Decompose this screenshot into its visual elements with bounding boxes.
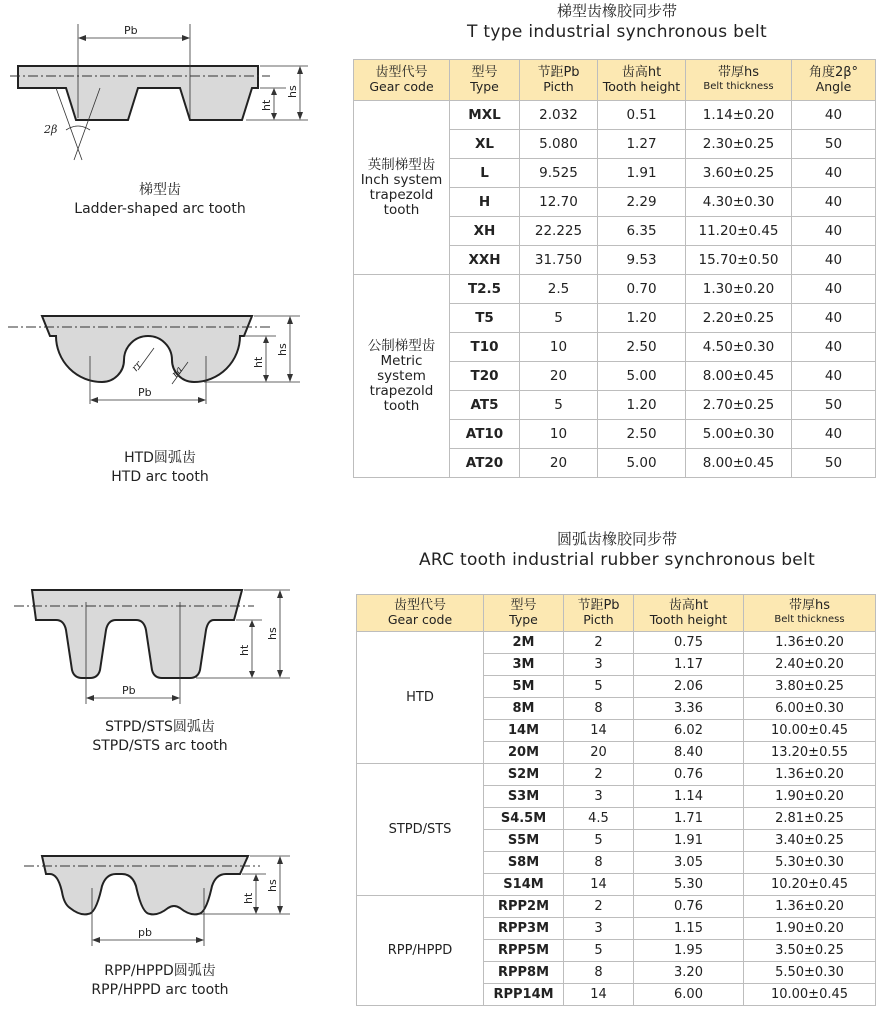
value-cell: 2 xyxy=(564,764,634,786)
value-cell: 8.00±0.45 xyxy=(686,362,792,391)
stpd-caption xyxy=(50,718,270,756)
value-cell: 2 xyxy=(564,896,634,918)
value-cell: 40 xyxy=(792,217,876,246)
value-cell: 40 xyxy=(792,159,876,188)
column-header xyxy=(792,60,876,101)
type-code-cell: T5 xyxy=(450,304,520,333)
value-cell: 1.91 xyxy=(598,159,686,188)
stpd-tooth-drawing xyxy=(10,584,310,714)
column-header xyxy=(564,595,634,632)
value-cell: 3 xyxy=(564,786,634,808)
value-cell: 5.50±0.30 xyxy=(744,962,876,984)
value-cell: 1.90±0.20 xyxy=(744,918,876,940)
value-cell: 5 xyxy=(564,676,634,698)
column-header-zh: 角度2β° xyxy=(808,65,859,80)
value-cell: 6.35 xyxy=(598,217,686,246)
value-cell: 9.525 xyxy=(520,159,598,188)
table-row xyxy=(357,632,876,654)
value-cell: 1.30±0.20 xyxy=(686,275,792,304)
value-cell: 2.81±0.25 xyxy=(744,808,876,830)
group-cell: RPP/HPPD xyxy=(357,896,484,1006)
value-cell: 11.20±0.45 xyxy=(686,217,792,246)
value-cell: 5.00±0.30 xyxy=(686,420,792,449)
column-header-zh: 带厚hs xyxy=(788,598,830,613)
value-cell: 5.30 xyxy=(634,874,744,896)
table-row xyxy=(357,896,876,918)
column-header-en: Type xyxy=(509,612,538,627)
pb-label: Pb xyxy=(124,24,138,37)
value-cell: 1.15 xyxy=(634,918,744,940)
value-cell: 3.05 xyxy=(634,852,744,874)
column-header-en: Tooth height xyxy=(649,612,728,627)
column-header-en: Belt thickness xyxy=(703,81,774,92)
value-cell: 20 xyxy=(520,362,598,391)
column-header-zh: 带厚hs xyxy=(717,65,759,80)
column-header xyxy=(744,595,876,632)
type-code-cell: 3M xyxy=(484,654,564,676)
value-cell: 0.70 xyxy=(598,275,686,304)
group-name-en: tooth xyxy=(383,201,420,218)
table-row xyxy=(354,101,876,130)
value-cell: 2.50 xyxy=(598,333,686,362)
value-cell: 6.00 xyxy=(634,984,744,1006)
column-header xyxy=(634,595,744,632)
type-code-cell: 5M xyxy=(484,676,564,698)
value-cell: 2.032 xyxy=(520,101,598,130)
type-code-cell: T20 xyxy=(450,362,520,391)
ladder-caption xyxy=(50,181,270,219)
hs-label: hs xyxy=(276,343,289,356)
hs-label: hs xyxy=(286,85,299,98)
angle-label: 2β xyxy=(44,123,58,136)
t-table-title-zh: 梯型齿橡胶同步带 xyxy=(556,2,677,20)
type-code-cell: RPP14M xyxy=(484,984,564,1006)
ht-label: ht xyxy=(252,356,265,368)
value-cell: 40 xyxy=(792,246,876,275)
value-cell: 12.70 xyxy=(520,188,598,217)
value-cell: 40 xyxy=(792,333,876,362)
column-header-en: Gear code xyxy=(387,612,453,627)
value-cell: 2.40±0.20 xyxy=(744,654,876,676)
table-row xyxy=(357,764,876,786)
column-header-zh: 节距Pb xyxy=(577,598,620,613)
column-header-zh: 型号 xyxy=(510,598,537,613)
value-cell: 1.71 xyxy=(634,808,744,830)
value-cell: 3.20 xyxy=(634,962,744,984)
value-cell: 3.60±0.25 xyxy=(686,159,792,188)
arc-table-title-zh: 圆弧齿橡胶同步带 xyxy=(556,530,677,548)
value-cell: 8 xyxy=(564,852,634,874)
type-code-cell: RPP3M xyxy=(484,918,564,940)
column-header-en: Picth xyxy=(543,79,574,94)
group-name-en: tooth xyxy=(383,397,420,414)
value-cell: 1.36±0.20 xyxy=(744,632,876,654)
rpp-caption-zh: RPP/HPPD圆弧齿 xyxy=(104,963,216,979)
type-code-cell: XXH xyxy=(450,246,520,275)
value-cell: 3.36 xyxy=(634,698,744,720)
type-code-cell: RPP8M xyxy=(484,962,564,984)
column-header-zh: 齿高ht xyxy=(621,65,662,80)
column-header-en: Tooth height xyxy=(602,79,681,94)
value-cell: 5 xyxy=(564,940,634,962)
value-cell: 2.06 xyxy=(634,676,744,698)
value-cell: 1.91 xyxy=(634,830,744,852)
header-row xyxy=(357,595,876,632)
value-cell: 2.29 xyxy=(598,188,686,217)
type-code-cell: L xyxy=(450,159,520,188)
value-cell: 3.40±0.25 xyxy=(744,830,876,852)
stpd-caption-en: STPD/STS arc tooth xyxy=(92,738,228,754)
value-cell: 14 xyxy=(564,720,634,742)
value-cell: 50 xyxy=(792,449,876,478)
value-cell: 6.00±0.30 xyxy=(744,698,876,720)
value-cell: 1.14±0.20 xyxy=(686,101,792,130)
value-cell: 40 xyxy=(792,275,876,304)
value-cell: 2.50 xyxy=(598,420,686,449)
value-cell: 20 xyxy=(520,449,598,478)
value-cell: 2 xyxy=(564,632,634,654)
value-cell: 40 xyxy=(792,420,876,449)
value-cell: 50 xyxy=(792,130,876,159)
column-header xyxy=(450,60,520,101)
value-cell: 5 xyxy=(520,391,598,420)
group-name-en: trapezold xyxy=(369,186,434,203)
type-code-cell: MXL xyxy=(450,101,520,130)
value-cell: 1.20 xyxy=(598,304,686,333)
value-cell: 1.14 xyxy=(634,786,744,808)
arc-table-title xyxy=(352,529,882,571)
type-code-cell: 8M xyxy=(484,698,564,720)
value-cell: 8.00±0.45 xyxy=(686,449,792,478)
value-cell: 8 xyxy=(564,698,634,720)
value-cell: 2.5 xyxy=(520,275,598,304)
value-cell: 0.51 xyxy=(598,101,686,130)
value-cell: 22.225 xyxy=(520,217,598,246)
value-cell: 5 xyxy=(564,830,634,852)
type-code-cell: S3M xyxy=(484,786,564,808)
column-header xyxy=(357,595,484,632)
value-cell: 1.36±0.20 xyxy=(744,764,876,786)
value-cell: 10 xyxy=(520,333,598,362)
ht-label: ht xyxy=(242,892,255,904)
type-code-cell: S14M xyxy=(484,874,564,896)
value-cell: 10.00±0.45 xyxy=(744,984,876,1006)
column-header-en: Belt thickness xyxy=(774,614,845,625)
rpp-caption xyxy=(50,962,270,1000)
value-cell: 14 xyxy=(564,874,634,896)
value-cell: 6.02 xyxy=(634,720,744,742)
value-cell: 5.00 xyxy=(598,362,686,391)
type-code-cell: XH xyxy=(450,217,520,246)
value-cell: 10.00±0.45 xyxy=(744,720,876,742)
ladder-tooth-drawing xyxy=(10,18,310,168)
group-cell: HTD xyxy=(357,632,484,764)
type-code-cell: T10 xyxy=(450,333,520,362)
column-header-zh: 型号 xyxy=(471,65,498,80)
column-header-zh: 齿型代号 xyxy=(393,598,446,613)
type-code-cell: S2M xyxy=(484,764,564,786)
column-header-zh: 节距Pb xyxy=(537,65,580,80)
group-name-zh: 英制梯型齿 xyxy=(367,156,436,173)
value-cell: 15.70±0.50 xyxy=(686,246,792,275)
value-cell: 31.750 xyxy=(520,246,598,275)
value-cell: 40 xyxy=(792,304,876,333)
type-code-cell: 14M xyxy=(484,720,564,742)
column-header xyxy=(686,60,792,101)
group-name-en: trapezold xyxy=(369,382,434,399)
type-code-cell: RPP5M xyxy=(484,940,564,962)
value-cell: 50 xyxy=(792,391,876,420)
group-name-zh: 公制梯型齿 xyxy=(367,337,436,354)
type-code-cell: AT5 xyxy=(450,391,520,420)
hs-label: hs xyxy=(266,627,279,640)
column-header-en: Angle xyxy=(815,79,852,94)
t-table-title xyxy=(352,1,882,43)
htd-tooth-drawing xyxy=(8,308,308,428)
value-cell: 3 xyxy=(564,654,634,676)
value-cell: 0.76 xyxy=(634,896,744,918)
type-code-cell: S4.5M xyxy=(484,808,564,830)
value-cell: 0.76 xyxy=(634,764,744,786)
table-row xyxy=(354,275,876,304)
value-cell: 1.90±0.20 xyxy=(744,786,876,808)
value-cell: 1.17 xyxy=(634,654,744,676)
value-cell: 1.95 xyxy=(634,940,744,962)
ht-label: ht xyxy=(238,644,251,656)
type-code-cell: XL xyxy=(450,130,520,159)
value-cell: 20 xyxy=(564,742,634,764)
type-code-cell: S8M xyxy=(484,852,564,874)
column-header xyxy=(520,60,598,101)
ladder-tooth-diagram xyxy=(10,18,310,168)
pb-label: Pb xyxy=(138,386,152,399)
value-cell: 10.20±0.45 xyxy=(744,874,876,896)
value-cell: 2.70±0.25 xyxy=(686,391,792,420)
group-name-en: Metric system xyxy=(377,352,426,384)
value-cell: 5.080 xyxy=(520,130,598,159)
value-cell: 4.5 xyxy=(564,808,634,830)
ra-label: ra xyxy=(169,364,186,380)
ladder-caption-en: Ladder-shaped arc tooth xyxy=(74,201,246,217)
value-cell: 40 xyxy=(792,188,876,217)
value-cell: 4.50±0.30 xyxy=(686,333,792,362)
type-code-cell: RPP2M xyxy=(484,896,564,918)
column-header-zh: 齿型代号 xyxy=(375,65,428,80)
rpp-tooth-drawing xyxy=(10,848,310,958)
value-cell: 3.80±0.25 xyxy=(744,676,876,698)
column-header-en: Gear code xyxy=(369,79,434,94)
value-cell: 3.50±0.25 xyxy=(744,940,876,962)
t-type-belt-table xyxy=(353,59,876,478)
value-cell: 3 xyxy=(564,918,634,940)
value-cell: 9.53 xyxy=(598,246,686,275)
type-code-cell: T2.5 xyxy=(450,275,520,304)
stpd-caption-zh: STPD/STS圆弧齿 xyxy=(105,719,215,735)
value-cell: 1.27 xyxy=(598,130,686,159)
value-cell: 13.20±0.55 xyxy=(744,742,876,764)
hs-label: hs xyxy=(266,879,279,892)
htd-tooth-diagram xyxy=(8,308,308,428)
type-code-cell: 20M xyxy=(484,742,564,764)
column-header xyxy=(484,595,564,632)
value-cell: 0.75 xyxy=(634,632,744,654)
stpd-tooth-diagram xyxy=(10,584,310,714)
value-cell: 2.30±0.25 xyxy=(686,130,792,159)
type-code-cell: H xyxy=(450,188,520,217)
group-cell xyxy=(354,101,450,275)
value-cell: 2.20±0.25 xyxy=(686,304,792,333)
value-cell: 5.00 xyxy=(598,449,686,478)
group-cell xyxy=(354,275,450,478)
t-table-title-en: T type industrial synchronous belt xyxy=(467,22,767,42)
arc-tooth-belt-table xyxy=(356,594,876,1006)
pb-label: pb xyxy=(138,926,152,939)
value-cell: 8.40 xyxy=(634,742,744,764)
pb-label: Pb xyxy=(122,684,136,697)
htd-caption-zh: HTD圆弧齿 xyxy=(124,450,196,466)
rpp-caption-en: RPP/HPPD arc tooth xyxy=(91,982,229,998)
value-cell: 8 xyxy=(564,962,634,984)
value-cell: 1.36±0.20 xyxy=(744,896,876,918)
group-name-en: Inch system xyxy=(360,171,443,188)
htd-caption xyxy=(50,449,270,487)
value-cell: 1.20 xyxy=(598,391,686,420)
value-cell: 5.30±0.30 xyxy=(744,852,876,874)
column-header-zh: 齿高ht xyxy=(668,598,709,613)
value-cell: 40 xyxy=(792,101,876,130)
type-code-cell: AT10 xyxy=(450,420,520,449)
type-code-cell: S5M xyxy=(484,830,564,852)
group-cell: STPD/STS xyxy=(357,764,484,896)
value-cell: 40 xyxy=(792,362,876,391)
column-header xyxy=(354,60,450,101)
rpp-tooth-diagram xyxy=(10,848,310,958)
htd-caption-en: HTD arc tooth xyxy=(111,469,209,485)
arc-table-title-en: ARC tooth industrial rubber synchronous belt xyxy=(418,550,816,570)
value-cell: 10 xyxy=(520,420,598,449)
value-cell: 14 xyxy=(564,984,634,1006)
column-header-en: Picth xyxy=(583,612,614,627)
column-header-en: Type xyxy=(470,79,499,94)
rr-label: rr xyxy=(129,359,145,374)
ht-label: ht xyxy=(260,99,273,111)
type-code-cell: AT20 xyxy=(450,449,520,478)
value-cell: 5 xyxy=(520,304,598,333)
ladder-caption-zh: 梯型齿 xyxy=(139,182,181,198)
type-code-cell: 2M xyxy=(484,632,564,654)
header-row xyxy=(354,60,876,101)
value-cell: 4.30±0.30 xyxy=(686,188,792,217)
column-header xyxy=(598,60,686,101)
